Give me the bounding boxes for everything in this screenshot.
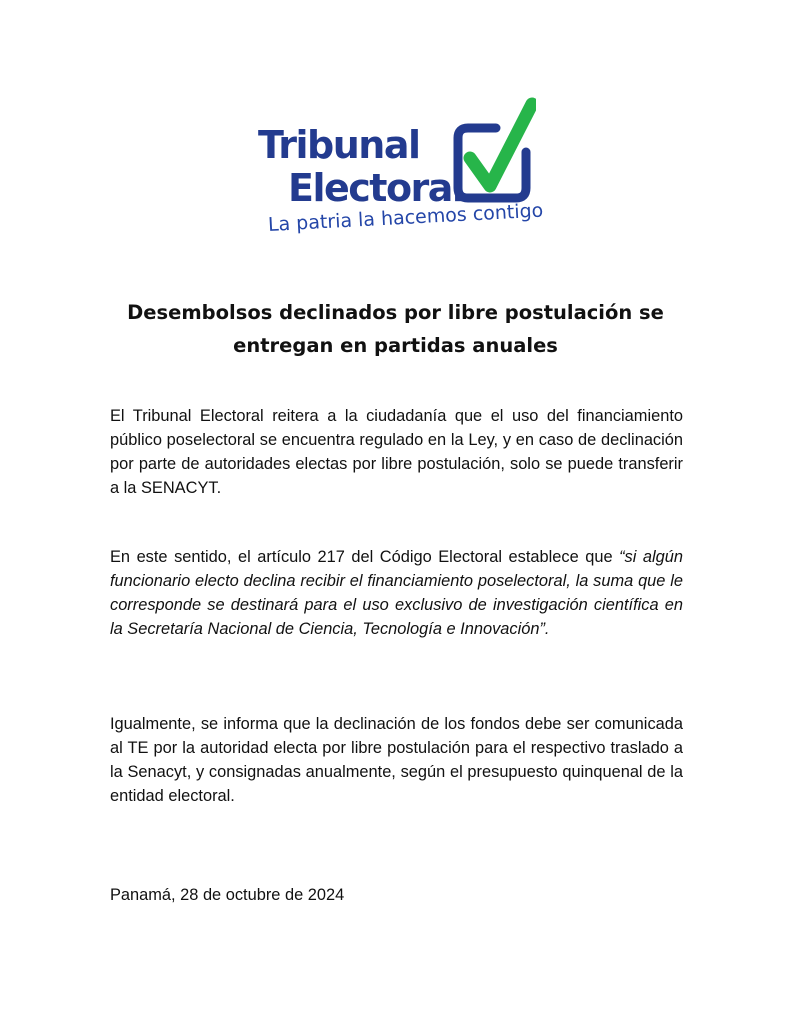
- logo-word-electoral: Electoral: [288, 166, 464, 210]
- paragraph-1: El Tribunal Electoral reitera a la ciudadanía que el uso del financiamiento público poselectoral se encuentra regulado en la Ley, y en caso de declinación por parte de autoridades electas por libre postulación, solo se puede transferir a la SENACYT.: [110, 407, 683, 497]
- article-217-quote: “si algún funcionario electo declina recibir el financiamiento poselectoral, la suma que le corresponde se destinará para el uso exclusivo de investigación científica en la Secretaría Nacional de Ciencia, Tecnología e Innovación”: [110, 548, 683, 638]
- paragraph-2-lead: En este sentido, el artículo 217 del Código Electoral establece que: [110, 548, 620, 566]
- paragraph-3: Igualmente, se informa que la declinación de los fondos debe ser comunicada al TE por la autoridad electa por libre postulación para el respectivo traslado a la Senacyt, y consignadas anualmente, según el presupuesto quinquenal de la entidad electoral.: [110, 715, 683, 805]
- logo-word-tribunal: Tribunal: [258, 123, 420, 167]
- paragraph-2-tail: .: [544, 620, 550, 638]
- logo-tagline: La patria la hacemos contigo: [267, 199, 544, 236]
- dateline: Panamá, 28 de octubre de 2024: [110, 886, 345, 904]
- checkmark-box-icon: [448, 96, 536, 208]
- paragraph-2: [110, 545, 683, 641]
- headline: Desembolsos declinados por libre postulación se entregan en partidas anuales: [127, 301, 664, 357]
- tribunal-electoral-logo: [252, 96, 552, 246]
